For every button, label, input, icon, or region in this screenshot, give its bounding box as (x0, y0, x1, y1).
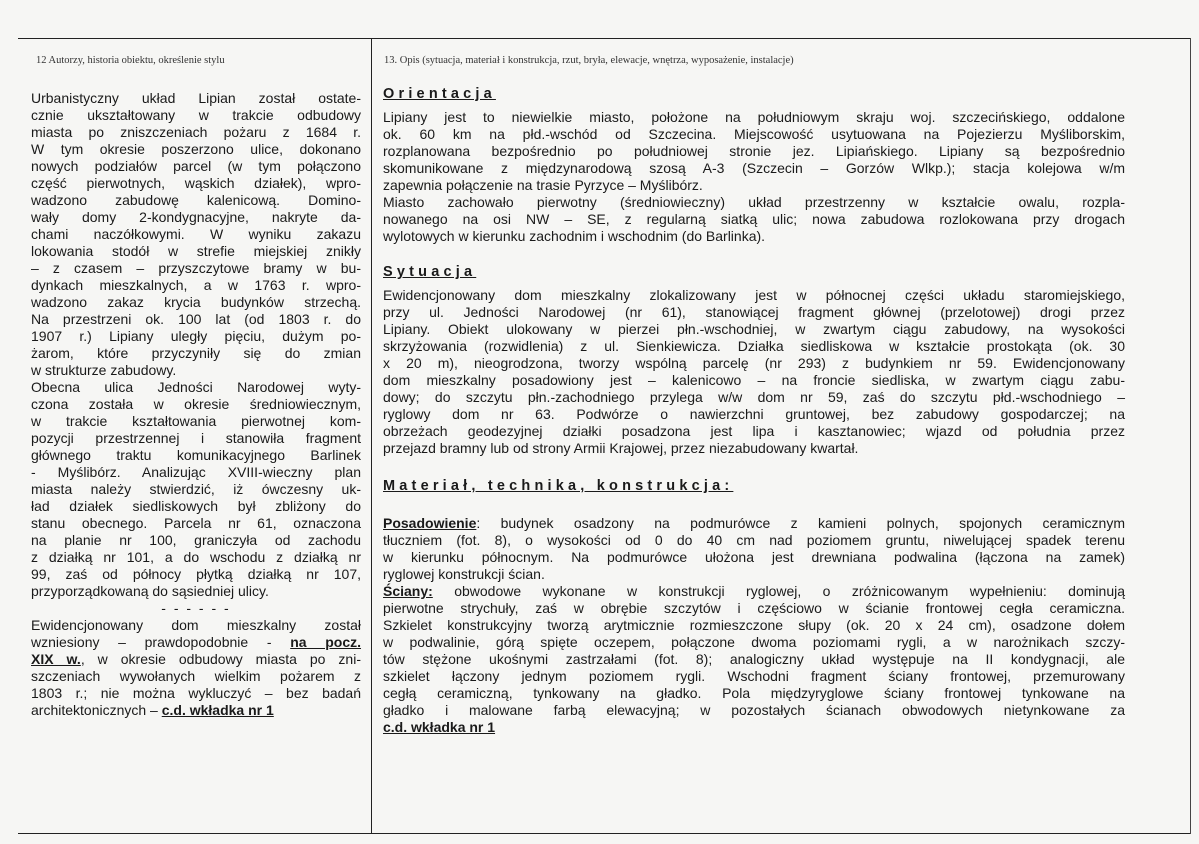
text-line (31, 651, 361, 668)
text-line: ryglowy dom nr 63. Podwórze o nawierzchni gruntowej, bez zabudowy gospodarczej; na (383, 406, 1125, 422)
sciany-paragraph (383, 583, 1125, 736)
text-line: dynkach mieszkalnych, a w 1763 r. wpro- (31, 277, 361, 293)
text-line (31, 634, 361, 651)
text-line: 1803 r.; nie można wykluczyć – bez badań (31, 685, 361, 701)
text-line: wały domy 2-kondygnacyjne, nakryte da- (31, 209, 361, 225)
text-line: rozplanowana bezpośrednio po południowej stronie jez. Lipiańskiego. Lipiany są bezpośrednio (383, 143, 1125, 159)
text-line (383, 515, 1125, 532)
left-column-header: 12 Autorzy, historia obiektu, określenie stylu (36, 55, 225, 66)
sciany-label: Ściany: (383, 583, 433, 599)
posadowienie-paragraph (383, 515, 1125, 583)
text-line: cznie ukształtowany w trakcie odbudowy (31, 107, 361, 123)
text-segment: architektonicznych – (31, 702, 162, 718)
text-line: pierwotne strychuły, zaś w obrębie szczytów i częściowo w ścianie frontowej cegła ceramiczna. (383, 600, 1125, 616)
text-line: Miasto zachowało pierwotny (średniowieczny) układ przestrzenny w kształcie owalu, rozpla- (383, 194, 1125, 210)
text-segment: , w okresie odbudowy miasta po zni- (80, 651, 361, 667)
text-line: nowanego na osi NW – SE, z regularną siatką ulic; nowa zabudowa rozlokowana przy drogach (383, 211, 1125, 227)
text-line: Ewidencjonowany dom mieszkalny został (31, 617, 361, 633)
text-line: wadzono zakaz krycia budynków strzechą. (31, 294, 361, 310)
text-line: stanu obecnego. Parcela nr 61, oznaczona (31, 515, 361, 531)
text-line: szczeniach wywołanych wielkim pożarem z (31, 668, 361, 684)
bottom-rule (18, 833, 1190, 834)
text-line: żarom, które przyczyniły się do zmian (31, 345, 361, 361)
text-line: przyporządkowaną do sąsiedniej ulicy. (31, 583, 269, 599)
text-line: – z czasem – przyszczytowe bramy w bu- (31, 260, 361, 276)
orientacja-paragraph-2 (383, 194, 1125, 245)
dating-paragraph (31, 617, 361, 719)
text-line: w trakcie kształtowania pierwotnej kom- (31, 413, 361, 429)
text-line: miasta należy stwierdzić, iż ówczesny uk- (31, 481, 361, 497)
text-line: Lipiany jest to niewielkie miasto, położone na południowym skraju woj. szczecińskiego, oddalone (383, 109, 1125, 125)
text-line: część pierwotnych, wąskich działek), wpro- (31, 175, 361, 191)
text-line: chami naczółkowymi. W wyniku zakazu (31, 226, 361, 242)
history-paragraph-1 (31, 90, 361, 379)
text-line: szkielet łączony jednym poziomem rygli. Wschodni fragment ściany frontowej, przemurowany (383, 668, 1125, 684)
text-line: Obecna ulica Jedności Narodowej wyty- (31, 379, 361, 395)
text-line: lokowania stodół w strefie miejskiej znikły (31, 243, 361, 259)
column-divider (371, 38, 372, 834)
text-line (383, 583, 1125, 600)
text-segment: obwodowe wykonane w konstrukcji ryglowej, o zróżnicowanym wypełnieniu: dominują (432, 583, 1125, 599)
text-line: czona została w okresie średniowiecznym, (31, 396, 361, 412)
text-line: skomunikowane z międzynarodową szosą A-3 (Szczecin – Gorzów Wlkp.); stacja kolejowa w/m (383, 160, 1125, 176)
text-line: Na przestrzeni ok. 100 lat (od 1803 r. do (31, 311, 361, 327)
text-line: Lipiany. Obiekt ulokowany w pierzei płn.-wschodniej, w zwartym ciągu zabudowy, na wysokości (383, 321, 1125, 337)
section-heading-sytuacja: Sytuacja (383, 264, 477, 280)
text-line (31, 702, 361, 719)
posadowienie-label: Posadowienie (383, 515, 477, 531)
text-line: obrzeżach geodezyjnej działki posadzona jest lipa i kasztanowiec; wjazd od południa przez (383, 423, 1125, 439)
text-line: zapewnia połączenie na trasie Pyrzyce – Myślibórz. (383, 177, 703, 193)
right-column (383, 86, 1125, 736)
text-line: wylotowych w kierunku zachodnim i wschodnim (do Barlinka). (383, 228, 766, 244)
text-line: skrzyżowania (rozwidlenia) z ul. Sienkiewicza. Działka siedliskowa w kształcie prostokąta (ok. 30 (383, 338, 1125, 354)
text-line: 99, zaś od północy płytką działką nr 107, (31, 566, 361, 582)
text-line: przejazd bramny lub od strony Armii Krajowej, przez niezabudowany kwartał. (383, 440, 859, 456)
text-line: x 20 m), nieogrodzona, tworzy wspólną parcelę (nr 293) z budynkiem nr 59. Ewidencjonowany (383, 355, 1125, 371)
text-line: głównego traktu komunikacyjnego Barlinek (31, 447, 361, 463)
top-rule (18, 38, 1190, 39)
text-line: z działką nr 101, a do wschodu z działką nr (31, 549, 361, 565)
text-line: przy ul. Jedności Narodowej (nr 61), stanowiącej fragment głównej (przelotowej) drogi przez (383, 304, 1125, 320)
text-line: tów stężone ukośnymi zastrzałami (fot. 8); analogiczny układ występuje na II kondygnacji, ale (383, 651, 1125, 667)
dating-emphasis: XIX w. (31, 651, 81, 667)
text-line: miasta po zniszczeniach pożaru z 1684 r. (31, 124, 361, 140)
continuation-reference: c.d. wkładka nr 1 (161, 702, 274, 718)
text-line: w strukturze zabudowy. (31, 362, 177, 378)
text-line: w kierunku północnym. Na podmurówce ułożona jest drewniana podwalina (łączona na zamek) (383, 549, 1125, 565)
text-line: cegłą ceramiczną, tynkowany na gładko. Pola międzyryglowe ściany frontowej tynkowane na (383, 685, 1125, 701)
text-line: ład działek siedliskowych był zbliżony do (31, 498, 361, 514)
section-heading-orientacja: Orientacja (383, 86, 496, 102)
text-line: ryglowej konstrukcji ścian. (383, 566, 545, 582)
text-line: nowych podziałów parcel (w tym połączono (31, 158, 361, 174)
text-line: W tym okresie poszerzono ulice, dokonano (31, 141, 361, 157)
text-line: Szkielet konstrukcyjny tworzą arytmicznie rozmieszczone słupy (ok. 20 x 24 cm), osadzone dołem (383, 617, 1125, 633)
dating-emphasis: na pocz. (290, 634, 362, 650)
continuation-reference: c.d. wkładka nr 1 (383, 719, 496, 735)
text-line: Ewidencjonowany dom mieszkalny zlokalizowany jest w północnej części układu staromiejskiego, (383, 287, 1125, 303)
orientacja-paragraph-1 (383, 109, 1125, 194)
text-line: - Myślibórz. Analizując XVIII-wieczny plan (31, 464, 361, 480)
text-segment: wzniesiony – prawdopodobnie - (31, 634, 291, 650)
separator: - - - - - - (161, 600, 231, 616)
text-line: Urbanistyczny układ Lipian został ostate- (31, 90, 361, 106)
text-line: dowy; do szczytu płn.-zachodniego przylega w/w dom nr 59, zaś do szczytu płd.-wschodniego – (383, 389, 1125, 405)
text-line: w podwalinie, górą spięte oczepem, połączone dwoma poziomami rygli, a w narożnikach szczy- (383, 634, 1125, 650)
text-line: gładko i malowane farbą elewacyjną; w pozostałych ścianach obwodowych nietynkowane za (383, 702, 1125, 718)
section-heading-material: Materiał, technika, konstrukcja: (383, 478, 734, 494)
right-rule (1190, 38, 1191, 834)
text-line: wadzono zabudowę kalenicową. Domino- (31, 192, 361, 208)
text-line: pozycji przestrzennej i stanowiła fragment (31, 430, 361, 446)
history-paragraph-2 (31, 379, 361, 600)
text-line: tłuczniem (fot. 8), o wysokości od 0 do 40 cm nad poziomem gruntu, niwelującej spadek terenu (383, 532, 1125, 548)
left-column (31, 90, 361, 719)
sytuacja-paragraph (383, 287, 1125, 457)
text-segment: : budynek osadzony na podmurówce z kamieni polnych, spojonych ceramicznym (476, 515, 1125, 531)
text-line: 1907 r.) Lipiany uległy pięciu, dużym po- (31, 328, 361, 344)
text-line: na planie nr 100, graniczyła od zachodu (31, 532, 361, 548)
right-column-header: 13. Opis (sytuacja, materiał i konstrukcja, rzut, bryła, elewacje, wnętrza, wyposażenie, instalacje) (384, 55, 794, 66)
text-line: dom mieszkalny posadowiony jest – kalenicowo – na froncie siedliska, w zwartym ciągu zabu- (383, 372, 1125, 388)
text-line: ok. 60 km na płd.-wschód od Szczecina. Miejscowość usytuowana na Pojezierzu Myśliborskim, (383, 126, 1125, 142)
